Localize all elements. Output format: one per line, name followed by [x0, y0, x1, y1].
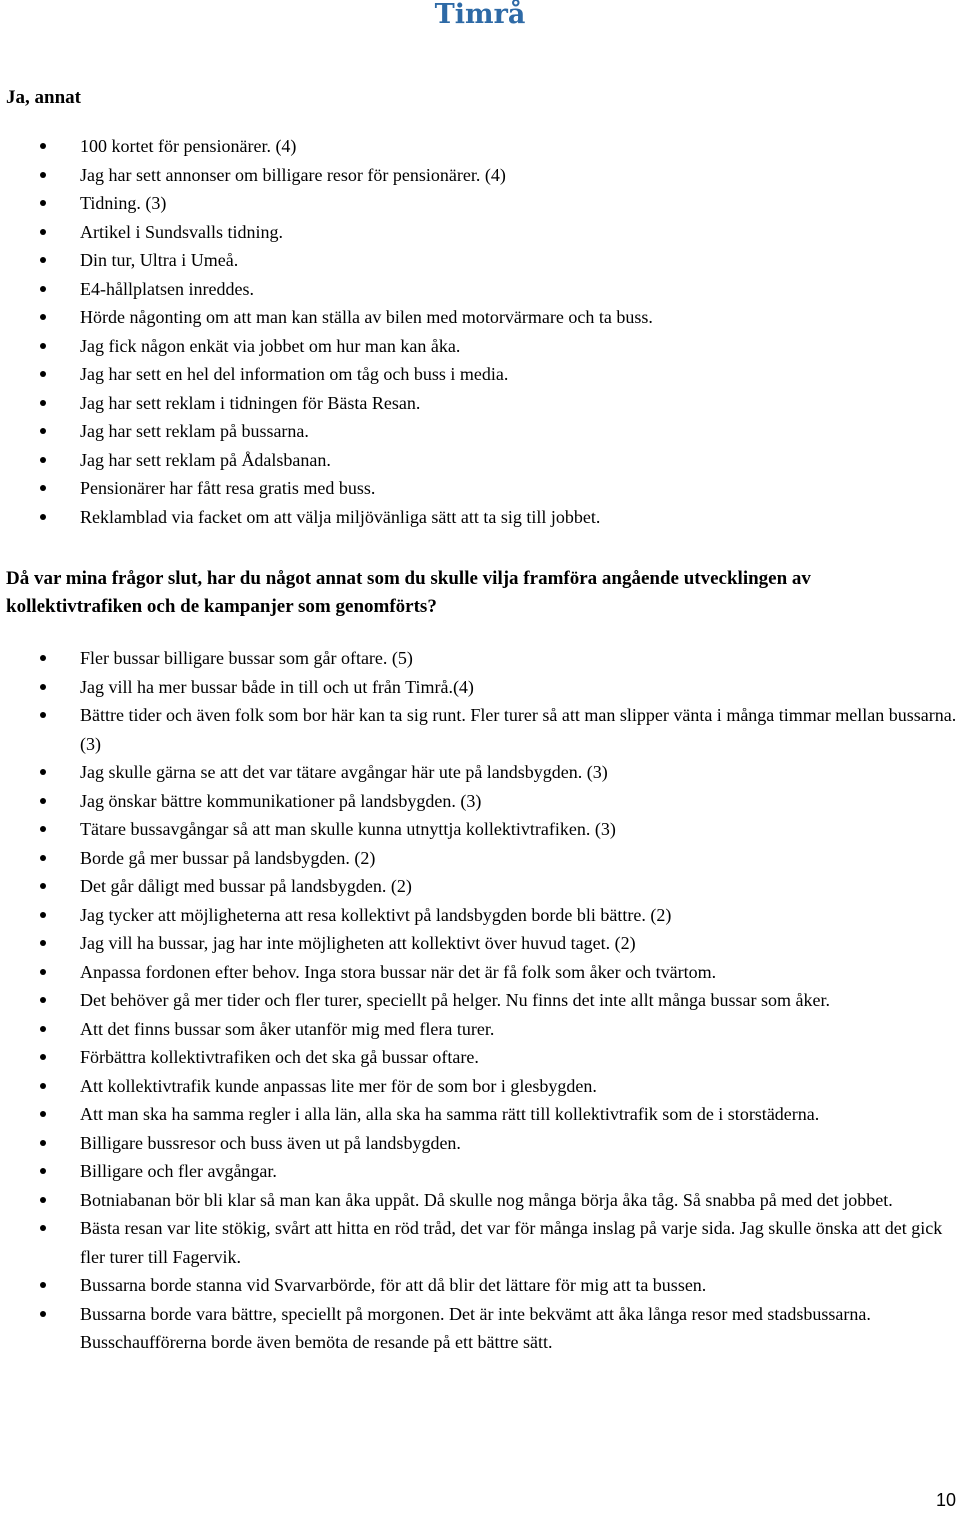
list-item	[0, 929, 960, 958]
bullet-icon	[40, 855, 46, 861]
bullet-icon	[40, 1140, 46, 1146]
bullet-icon	[40, 514, 46, 520]
list-item	[0, 986, 960, 1015]
bullet-icon	[40, 1282, 46, 1288]
list-item	[0, 446, 960, 475]
bullet-icon	[40, 1311, 46, 1317]
list-item	[0, 389, 960, 418]
list-item	[0, 901, 960, 930]
list-item-text: Tätare bussavgångar så att man skulle kunna utnyttja kollektivtrafiken. (3)	[80, 819, 616, 839]
list-item-text: Bussarna borde vara bättre, speciellt på morgonen. Det är inte bekvämt att åka långa resor med stadsbussarna. Busschaufförerna borde även bemöta de resande på ett bättre sätt.	[80, 1303, 871, 1352]
list-item-text: Borde gå mer bussar på landsbygden. (2)	[80, 847, 376, 868]
list-item-text: Jag skulle gärna se att det var tätare avgångar här ute på landsbygden. (3)	[80, 762, 608, 782]
bullet-icon	[40, 1168, 46, 1174]
list-item	[0, 1300, 960, 1357]
bullet-icon	[40, 684, 46, 690]
bullet-icon	[40, 1083, 46, 1089]
list-item	[0, 758, 960, 787]
bullet-icon	[40, 229, 46, 235]
bullet-icon	[40, 655, 46, 661]
list-item	[0, 1100, 960, 1129]
list-item-text: Jag fick någon enkät via jobbet om hur man kan åka.	[80, 335, 461, 356]
page-title: Timrå	[434, 0, 526, 30]
bullet-icon	[40, 769, 46, 775]
list-item	[0, 132, 960, 161]
list-item	[0, 332, 960, 361]
list-item	[0, 503, 960, 532]
list-item-text: Bästa resan var lite stökig, svårt att hitta en röd tråd, det var för många inslag på varje sida. Jag skulle önska att det gick fler turer till Fagervik.	[80, 1218, 943, 1267]
bullet-icon	[40, 997, 46, 1003]
list-item-text: Tidning. (3)	[80, 193, 167, 213]
answer-list-ja-annat	[0, 132, 960, 531]
section-heading-ja-annat: Ja, annat	[6, 87, 81, 108]
list-item	[0, 1186, 960, 1215]
list-item	[0, 872, 960, 901]
list-item	[0, 1214, 960, 1271]
list-item	[0, 673, 960, 702]
bullet-icon	[40, 400, 46, 406]
bullet-icon	[40, 286, 46, 292]
list-item-text: E4-hållplatsen inreddes.	[80, 278, 254, 299]
list-item	[0, 1015, 960, 1044]
bullet-icon	[40, 969, 46, 975]
bullet-icon	[40, 371, 46, 377]
list-item-text: Det går dåligt med bussar på landsbygden. (2)	[80, 876, 412, 896]
list-item-text: Fler bussar billigare bussar som går oftare. (5)	[80, 648, 413, 668]
list-item-text: Pensionärer har fått resa gratis med buss.	[80, 478, 376, 498]
list-item	[0, 161, 960, 190]
list-item-text: Jag vill ha bussar, jag har inte möjligheten att kollektivt över huvud taget. (2)	[80, 933, 636, 953]
list-item-text: Jag önskar bättre kommunikationer på landsbygden. (3)	[80, 790, 482, 811]
bullet-icon	[40, 883, 46, 889]
bullet-icon	[40, 1197, 46, 1203]
bullet-icon	[40, 912, 46, 918]
list-item-text: Din tur, Ultra i Umeå.	[80, 250, 239, 270]
list-item	[0, 218, 960, 247]
list-item	[0, 644, 960, 673]
list-item	[0, 1157, 960, 1186]
list-item-text: Billigare och fler avgångar.	[80, 1161, 277, 1181]
bullet-icon	[40, 1026, 46, 1032]
list-item-text: Att man ska ha samma regler i alla län, alla ska ha samma rätt till kollektivtrafik som de i storstäderna.	[80, 1104, 820, 1124]
bullet-icon	[40, 143, 46, 149]
bullet-icon	[40, 172, 46, 178]
list-item-text: Botniabanan bör bli klar så man kan åka uppåt. Då skulle nog många börja åka tåg. Så snabba på med det jobbet.	[80, 1189, 893, 1210]
list-item-text: Hörde någonting om att man kan ställa av bilen med motorvärmare och ta buss.	[80, 307, 653, 327]
bullet-icon	[40, 200, 46, 206]
list-item	[0, 303, 960, 332]
list-item-text: Bättre tider och även folk som bor här kan ta sig runt. Fler turer så att man slipper vänta i många timmar mellan bussarna. (3)	[80, 705, 957, 754]
list-item-text: Jag har sett en hel del information om tåg och buss i media.	[80, 364, 509, 384]
list-item	[0, 474, 960, 503]
bullet-icon	[40, 485, 46, 491]
list-item-text: 100 kortet för pensionärer. (4)	[80, 136, 297, 156]
list-item	[0, 701, 960, 758]
list-item-text: Jag vill ha mer bussar både in till och ut från Timrå.(4)	[80, 676, 474, 697]
list-item	[0, 958, 960, 987]
bullet-icon	[40, 314, 46, 320]
list-item	[0, 360, 960, 389]
list-item	[0, 1129, 960, 1158]
section-heading-question: Då var mina frågor slut, har du något annat som du skulle vilja framföra angående utvecklingen av kollektivtrafiken och de kampanjer som genomförts?	[6, 568, 811, 617]
page-number: 10	[935, 1490, 956, 1510]
list-item-text: Jag har sett reklam på bussarna.	[80, 421, 309, 441]
bullet-icon	[40, 1054, 46, 1060]
bullet-icon	[40, 1111, 46, 1117]
bullet-icon	[40, 1225, 46, 1231]
bullet-icon	[40, 428, 46, 434]
list-item-text: Jag har sett reklam på Ådalsbanan.	[80, 449, 331, 470]
list-item	[0, 189, 960, 218]
list-item	[0, 1072, 960, 1101]
list-item-text: Det behöver gå mer tider och fler turer, speciellt på helger. Nu finns det inte allt många bussar som åker.	[80, 990, 831, 1010]
bullet-icon	[40, 826, 46, 832]
bullet-icon	[40, 457, 46, 463]
list-item	[0, 1271, 960, 1300]
list-item	[0, 275, 960, 304]
list-item-text: Billigare bussresor och buss även ut på landsbygden.	[80, 1132, 461, 1153]
list-item	[0, 815, 960, 844]
list-item-text: Att det finns bussar som åker utanför mig med flera turer.	[80, 1018, 495, 1039]
answer-list-final-comments	[0, 644, 960, 1357]
bullet-icon	[40, 257, 46, 263]
bullet-icon	[40, 940, 46, 946]
list-item-text: Jag har sett reklam i tidningen för Bästa Resan.	[80, 392, 421, 413]
list-item-text: Anpassa fordonen efter behov. Inga stora bussar när det är få folk som åker och tvärtom.	[80, 961, 717, 982]
list-item-text: Bussarna borde stanna vid Svarvarbörde, för att då blir det lättare för mig att ta bussen.	[80, 1275, 707, 1295]
list-item-text: Reklamblad via facket om att välja miljövänliga sätt att ta sig till jobbet.	[80, 506, 601, 527]
list-item	[0, 1043, 960, 1072]
list-item-text: Artikel i Sundsvalls tidning.	[80, 221, 284, 242]
list-item-text: Jag tycker att möjligheterna att resa kollektivt på landsbygden borde bli bättre. (2)	[80, 904, 672, 925]
bullet-icon	[40, 712, 46, 718]
list-item	[0, 844, 960, 873]
list-item	[0, 787, 960, 816]
list-item	[0, 246, 960, 275]
list-item-text: Att kollektivtrafik kunde anpassas lite mer för de som bor i glesbygden.	[80, 1075, 597, 1096]
list-item-text: Jag har sett annonser om billigare resor för pensionärer. (4)	[80, 164, 506, 185]
bullet-icon	[40, 798, 46, 804]
bullet-icon	[40, 343, 46, 349]
list-item-text: Förbättra kollektivtrafiken och det ska gå bussar oftare.	[80, 1047, 479, 1067]
list-item	[0, 417, 960, 446]
